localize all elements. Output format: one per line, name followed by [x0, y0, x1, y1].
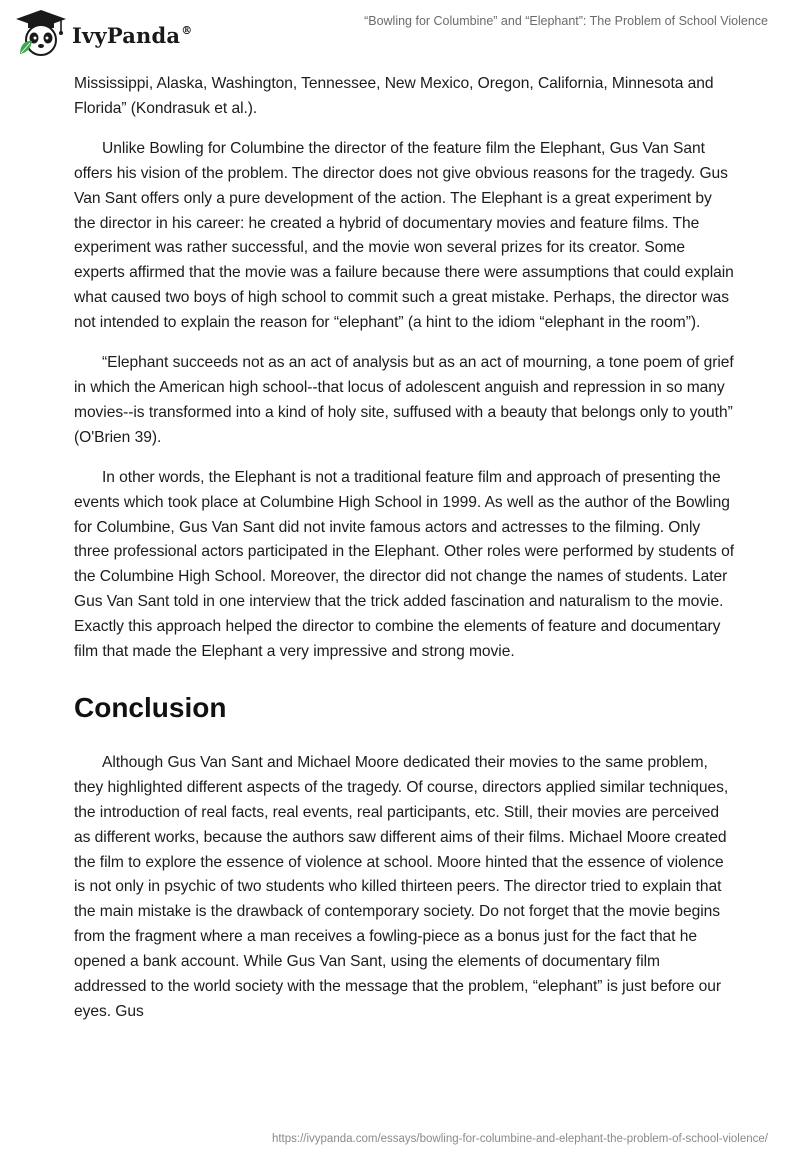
- paragraph: Mississippi, Alaska, Washington, Tennessee, New Mexico, Oregon, California, Minnesota and Florida” (Kondrasuk et al.).: [74, 75, 714, 117]
- paragraph: In other words, the Elephant is not a traditional feature film and approach of presenting the events which took place at Columbine High School in 1999. As well as the author of the Bowling for Columbine, Gus Van Sant did not invite famous actors and actresses to the filming. Only three professional actors participated in the Elephant. Other roles were performed by students of the Columbine High School. Moreover, the director did not change the names of students. Later Gus Van Sant told in one interview that the trick added fascination and naturalism to the movie. Exactly this approach helped the director to combine the elements of feature and documentary film that made the Elephant a very impressive and strong movie.: [74, 468, 734, 661]
- panda-graduate-icon: [14, 8, 68, 58]
- ivypanda-logo[interactable]: [14, 8, 192, 58]
- section-heading: Conclusion: [74, 691, 227, 723]
- essay-body: [74, 72, 734, 1040]
- document-title: “Bowling for Columbine” and “Elephant”: The Problem of School Violence: [364, 14, 768, 28]
- paragraph: Although Gus Van Sant and Michael Moore dedicated their movies to the same problem, they highlighted different aspects of the tragedy. Of course, directors applied similar techniques, the introduction of real facts, real events, real participants, etc. Still, their movies are perceived as different works, because the authors saw different aims of their films. Michael Moore created the film to explore the essence of violence at school. Moore hinted that the essence of violence is not only in psychic of two students who killed thirteen peers. The director tried to explain that the main mistake is the drawback of contemporary society. Do not forget that the movie begins from the fragment where a man receives a fowling-piece as a bonus just for the fact that he opened a bank account. While Gus Van Sant, using the elements of documentary film addressed to the world society with the message that the problem, “elephant” is just before our eyes. Gus: [74, 753, 729, 1020]
- brand-name: IvyPanda®: [72, 22, 193, 48]
- paragraph: Unlike Bowling for Columbine the director of the feature film the Elephant, Gus Van Sant offers his vision of the problem. The director does not give obvious reasons for the tragedy. Gus Van Sant offers only a pure development of the action. The Elephant is a great experiment by the director in his career: he created a hybrid of documentary movies and feature films. The experiment was rather successful, and the movie won several prizes for its creator. Some experts affirmed that the movie was a failure because there were assumptions that could explain what caused two boys of high school to commit such a great mistake. Perhaps, the director was not intended to explain the reason for “elephant” (a hint to the idiom “elephant in the room”).: [74, 139, 734, 332]
- page-header: [0, 0, 800, 70]
- quote-paragraph: “Elephant succeeds not as an act of analysis but as an act of mourning, a tone poem of grief in which the American high school--that locus of adolescent anguish and repression in so many movies--is transformed into a kind of holy site, suffused with a beauty that belongs only to youth” (O'Brien 39).: [74, 354, 734, 446]
- source-url[interactable]: https://ivypanda.com/essays/bowling-for-columbine-and-elephant-the-problem-of-school-violence/: [271, 1133, 768, 1145]
